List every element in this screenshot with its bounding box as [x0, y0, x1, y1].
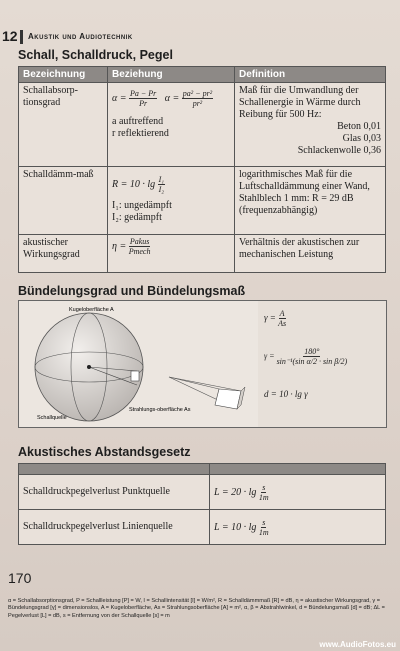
watermark: www.AudioFotos.eu — [319, 640, 396, 649]
cell-definition: Maß für die Umwandlung der Schallenergie in Wärme durch Reibung für 500 Hz: Beton 0,01 Glas 0,03 Schlackenwolle 0,36 — [235, 83, 386, 167]
table-row — [19, 475, 386, 510]
directivity-formulas: γ = $\frac{A}{As}$ γ = $\frac{180^\circ}{\text{sin⁻¹(sin α/2 · sin β/2)}}$ d = 10 · lg γ — [258, 300, 387, 428]
cell-name: Schallabsorp-tionsgrad — [19, 83, 108, 167]
cell-label: Schalldruckpegelverlust Punktquelle — [19, 475, 210, 510]
cell-formula: L = 20 · lg $\frac{s}{1m}$ — [210, 475, 386, 510]
radiation-surface — [131, 371, 139, 381]
footer-legend: α = Schallabsorptionsgrad, P = Schallleistung [P] = W, I = Schallintensität [I] = W/m², R = Schalldämmmaß [R] = dB, η = akustischer Wirkungsgrad, γ = Bündelungsgrad [γ] = dimensionslos, A = Kugeloberfläche, As = Strahlungsoberfläche [A] = m², α, β = Abstrahlwinkel, d = Bündelungsmaß [d] = dB; ΔL = Pegelverlust [L] = dB, s = Entfernung von der Schallquelle [s] = m — [8, 598, 385, 619]
abstand-table — [18, 463, 386, 545]
cell-label: Schalldruckpegelverlust Linienquelle — [19, 510, 210, 545]
formula-d: d = 10 · lg γ — [264, 389, 308, 399]
col-definition: Definition — [235, 67, 386, 83]
beam-cross-section — [215, 389, 241, 409]
cell-formula: L = 10 · lg $\frac{s}{1m}$ — [210, 510, 386, 545]
chapter-number: 12 — [2, 28, 18, 44]
cell-formula: η = $\frac{\text{Pakus}}{\text{Pmech}}$ — [108, 235, 235, 273]
table-row — [19, 235, 386, 273]
label-beam: Strahlungs-oberfläche As — [129, 407, 191, 413]
chapter-header — [0, 30, 400, 46]
sound-source-point — [87, 365, 91, 369]
section-title-abstand: Akustisches Abstandsgesetz — [18, 445, 191, 459]
cell-definition: logarithmisches Maß für die Luftschalldämmung einer Wand, Stahlblech 1 mm: R = 29 dB (frequenzabhängig) — [235, 167, 386, 235]
schall-table — [18, 66, 386, 273]
section-title-schall: Schall, Schalldruck, Pegel — [18, 48, 173, 62]
page-number: 170 — [8, 570, 32, 586]
formula-gamma-label: γ = — [264, 312, 276, 323]
table-row — [19, 167, 386, 235]
sphere-diagram — [19, 301, 259, 427]
col-beziehung: Beziehung — [108, 67, 235, 83]
label-sphere: Kugeloberfläche A — [69, 307, 114, 313]
cell-formula: R = 10 · lg $\frac{\text{I₁}}{\text{I₂}}$ I₁: ungedämpft I₂: gedämpft — [108, 167, 235, 235]
table-row — [19, 83, 386, 167]
cell-formula: α = $\frac{Pa - Pr}{Pr}$ α = $\frac{\text{pa² − pr²}}{\text{pr²}}$ a auftreffend r reflektierend — [108, 83, 235, 167]
cell-definition: Verhältnis der akustischen zur mechanischen Leistung — [235, 235, 386, 273]
cell-name: Schalldämm-maß — [19, 167, 108, 235]
formula-gamma2-label: γ = — [264, 351, 275, 361]
directivity-figure — [18, 300, 260, 428]
col-bezeichnung: Bezeichnung — [19, 67, 108, 83]
section-title-buendelung: Bündelungsgrad und Bündelungsmaß — [18, 284, 246, 298]
label-source: Schallquelle — [37, 415, 67, 421]
cell-name: akustischer Wirkungsgrad — [19, 235, 108, 273]
chapter-title: Akustik und Audiotechnik — [28, 32, 133, 41]
table-row — [19, 510, 386, 545]
chapter-divider — [20, 30, 23, 44]
